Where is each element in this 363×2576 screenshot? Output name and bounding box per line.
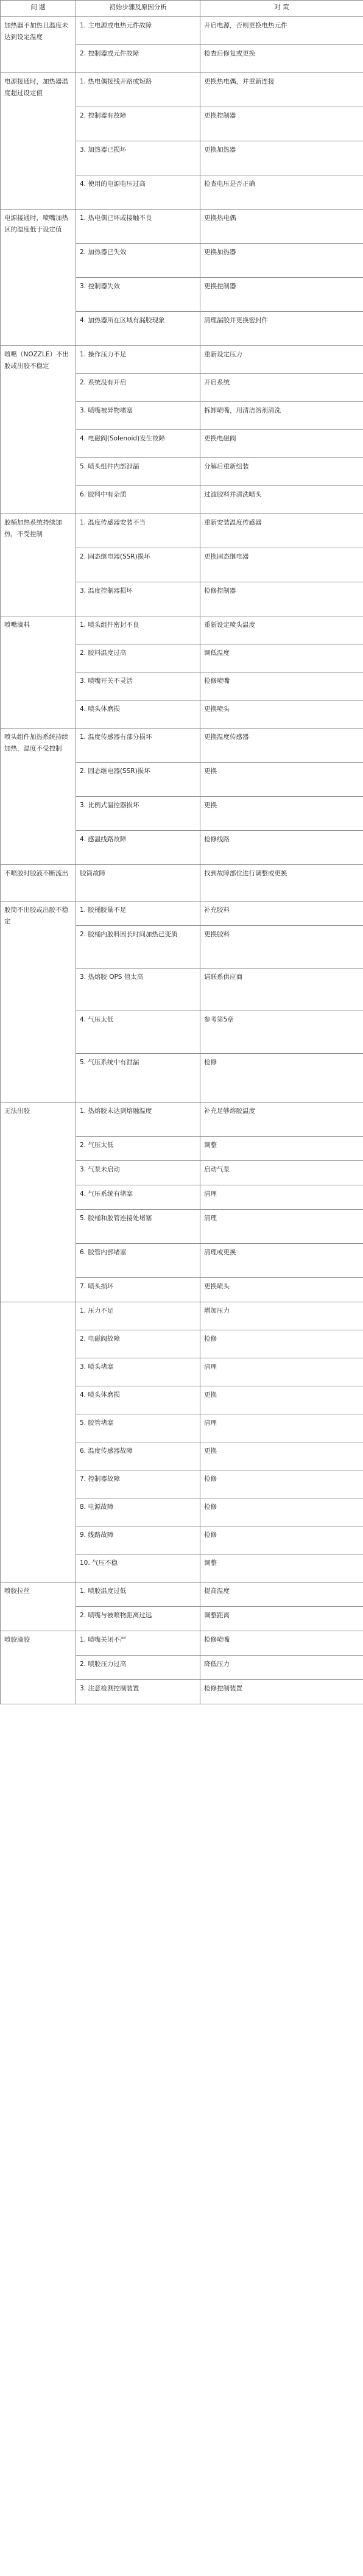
cause-cell: 1. 喷嘴关闭不严 <box>76 1631 200 1656</box>
action-cell: 更换加热器 <box>200 141 363 175</box>
table-header-row <box>1 1 363 17</box>
cause-cell: 1. 热电偶已坏或接触不良 <box>76 210 200 244</box>
cause-cell: 10. 气压不稳 <box>76 1554 200 1583</box>
problem-cell: 无法出胶 <box>1 1103 76 1302</box>
problem-cell: 不喷胶时胶液不断流出 <box>1 865 76 902</box>
action-cell: 检查后修复或更换 <box>200 45 363 73</box>
action-cell: 检查电压是否正确 <box>200 175 363 210</box>
cause-cell: 3. 气泵未启动 <box>76 1161 200 1185</box>
problem-cell: 电源接通时，加热器温度超过设定值 <box>1 73 76 210</box>
cause-cell: 3. 喷头堵塞 <box>76 1358 200 1386</box>
cause-cell: 3. 热熔胶 OPS 值太高 <box>76 969 200 1011</box>
cause-cell: 1. 喷头组件密封不良 <box>76 616 200 644</box>
action-cell: 更换控制器 <box>200 107 363 141</box>
cause-cell: 2. 喷嘴与被喷物距离过远 <box>76 1607 200 1631</box>
action-cell: 更换 <box>200 1386 363 1414</box>
action-cell: 更换胶料 <box>200 926 363 969</box>
action-cell: 调整 <box>200 1554 363 1583</box>
cause-cell: 3. 温度控制器损坏 <box>76 582 200 616</box>
cause-cell: 4. 使用的电源电压过高 <box>76 175 200 210</box>
table-row <box>1 1302 363 1330</box>
action-cell: 重新设定压力 <box>200 346 363 374</box>
cause-cell: 2. 气压太低 <box>76 1137 200 1161</box>
cause-cell: 3. 加热器已损坏 <box>76 141 200 175</box>
problem-cell: 喷嘴滴料 <box>1 616 76 729</box>
table-body <box>1 17 363 1704</box>
action-cell: 检修喷嘴 <box>200 1631 363 1656</box>
action-cell: 更换温度传感器 <box>200 729 363 763</box>
cause-cell: 6. 温度传感器故障 <box>76 1442 200 1470</box>
action-cell: 检修线路 <box>200 831 363 865</box>
header-action: 对 策 <box>200 1 363 17</box>
table-row <box>1 73 363 107</box>
action-cell: 分解后重新组装 <box>200 458 363 486</box>
cause-cell: 5. 胶管堵塞 <box>76 1414 200 1442</box>
action-cell: 检修 <box>200 1470 363 1498</box>
action-cell: 更换固态继电器 <box>200 548 363 582</box>
cause-cell: 1. 温度传感器安装不当 <box>76 514 200 548</box>
action-cell: 清理 <box>200 1185 363 1210</box>
action-cell: 补充胶料 <box>200 902 363 926</box>
cause-cell: 2. 电磁阀故障 <box>76 1330 200 1358</box>
action-cell: 调整 <box>200 1137 363 1161</box>
action-cell: 清理或更换 <box>200 1244 363 1278</box>
cause-cell: 2. 喷胶压力过高 <box>76 1656 200 1680</box>
action-cell: 检修 <box>200 1498 363 1526</box>
action-cell: 找到故障部位进行调整或更换 <box>200 865 363 902</box>
problem-cell: 喷胶拉丝 <box>1 1583 76 1631</box>
action-cell: 更换热电偶，并重新连接 <box>200 73 363 107</box>
action-cell: 检修控制装置 <box>200 1680 363 1704</box>
cause-cell: 4. 电磁阀(Solenoid)发生故障 <box>76 430 200 458</box>
cause-cell: 1. 主电源或电热元件故障 <box>76 17 200 45</box>
action-cell: 更换控制器 <box>200 278 363 312</box>
problem-cell: 电源接通时，喷嘴加热区的温度低于设定值 <box>1 210 76 346</box>
table-row <box>1 865 363 902</box>
action-cell: 更换 <box>200 797 363 831</box>
problem-cell: 胶桶加热系统持续加热，不受控制 <box>1 514 76 616</box>
cause-cell: 1. 热电偶接线开路或短路 <box>76 73 200 107</box>
cause-cell: 1. 喷胶温度过低 <box>76 1583 200 1607</box>
action-cell: 更换加热器 <box>200 244 363 278</box>
action-cell: 清理漏胶并更换密封件 <box>200 312 363 346</box>
table-row <box>1 902 363 926</box>
action-cell: 更换 <box>200 1442 363 1470</box>
cause-cell: 3. 喷嘴被异物堵塞 <box>76 402 200 430</box>
action-cell: 检修 <box>200 1526 363 1554</box>
action-cell: 开启系统 <box>200 374 363 402</box>
action-cell: 调低温度 <box>200 644 363 672</box>
cause-cell: 4. 喷头体磨损 <box>76 1386 200 1414</box>
cause-cell: 4. 气压系统有堵塞 <box>76 1185 200 1210</box>
cause-cell: 5. 喷头组件内部泄漏 <box>76 458 200 486</box>
cause-cell: 9. 线路故障 <box>76 1526 200 1554</box>
action-cell: 清理 <box>200 1414 363 1442</box>
cause-cell: 胶筒故障 <box>76 865 200 902</box>
action-cell: 启动气泵 <box>200 1161 363 1185</box>
action-cell: 降低压力 <box>200 1656 363 1680</box>
action-cell: 清理 <box>200 1210 363 1244</box>
cause-cell: 3. 注意检测控制装置 <box>76 1680 200 1704</box>
table-row <box>1 729 363 763</box>
problem-cell: 喷头组件加热系统持续加热，温度不受控制 <box>1 729 76 865</box>
action-cell: 更换 <box>200 763 363 797</box>
problem-cell <box>1 1302 76 1583</box>
cause-cell: 2. 控制器或元件故障 <box>76 45 200 73</box>
action-cell: 检修控制器 <box>200 582 363 616</box>
action-cell: 清理 <box>200 1358 363 1386</box>
cause-cell: 2. 胶料温度过高 <box>76 644 200 672</box>
cause-cell: 1. 胶桶胶量不足 <box>76 902 200 926</box>
table-row <box>1 616 363 644</box>
table-row <box>1 210 363 244</box>
cause-cell: 4. 加热器所在区域有漏胶现象 <box>76 312 200 346</box>
action-cell: 过滤胶料并清洗喷头 <box>200 486 363 514</box>
action-cell: 更换喷头 <box>200 700 363 729</box>
action-cell: 更换喷头 <box>200 1278 363 1302</box>
cause-cell: 2. 固态继电器(SSR)损坏 <box>76 548 200 582</box>
cause-cell: 7. 喷头损坏 <box>76 1278 200 1302</box>
cause-cell: 4. 感温线路故障 <box>76 831 200 865</box>
table-row <box>1 514 363 548</box>
cause-cell: 6. 胶料中有杂质 <box>76 486 200 514</box>
action-cell: 拆卸喷嘴，用清洁溶剂清洗 <box>200 402 363 430</box>
action-cell: 重新安装温度传感器 <box>200 514 363 548</box>
table-row <box>1 1103 363 1137</box>
header-problem: 问 题 <box>1 1 76 17</box>
action-cell: 提高温度 <box>200 1583 363 1607</box>
action-cell: 请联系供应商 <box>200 969 363 1011</box>
cause-cell: 1. 热熔胶未达到熔融温度 <box>76 1103 200 1137</box>
action-cell: 检修喷嘴 <box>200 672 363 700</box>
table-row <box>1 346 363 374</box>
action-cell: 补充足够熔胶温度 <box>200 1103 363 1137</box>
cause-cell: 2. 加热器已失效 <box>76 244 200 278</box>
action-cell: 增加压力 <box>200 1302 363 1330</box>
cause-cell: 4. 喷头体磨损 <box>76 700 200 729</box>
problem-cell: 胶筒不出胶或出胶不稳定 <box>1 902 76 1103</box>
action-cell: 参考第5章 <box>200 1011 363 1054</box>
action-cell: 开启电源，否则更换电热元件 <box>200 17 363 45</box>
problem-cell: 喷胶滴胶 <box>1 1631 76 1704</box>
table-row <box>1 1631 363 1656</box>
cause-cell: 2. 胶桶内胶料因长时间加热已变质 <box>76 926 200 969</box>
cause-cell: 3. 控制器失效 <box>76 278 200 312</box>
cause-cell: 2. 系统没有开启 <box>76 374 200 402</box>
problem-cell: 加热器不加热且温度未达到设定温度 <box>1 17 76 73</box>
action-cell: 调整距离 <box>200 1607 363 1631</box>
cause-cell: 2. 固态继电器(SSR)损坏 <box>76 763 200 797</box>
table-row <box>1 1583 363 1607</box>
cause-cell: 3. 比例式温控器损坏 <box>76 797 200 831</box>
problem-cell: 喷嘴（NOZZLE）不出胶或出胶不稳定 <box>1 346 76 514</box>
cause-cell: 6. 胶管内部堵塞 <box>76 1244 200 1278</box>
action-cell: 更换热电偶 <box>200 210 363 244</box>
cause-cell: 5. 气压系统中有泄漏 <box>76 1054 200 1103</box>
cause-cell: 2. 控制器有故障 <box>76 107 200 141</box>
cause-cell: 1. 操作压力不足 <box>76 346 200 374</box>
table-row <box>1 17 363 45</box>
cause-cell: 1. 温度传感器有部分损坏 <box>76 729 200 763</box>
action-cell: 检修 <box>200 1054 363 1103</box>
action-cell: 检修 <box>200 1330 363 1358</box>
cause-cell: 3. 喷嘴开关不灵活 <box>76 672 200 700</box>
cause-cell: 7. 控制器故障 <box>76 1470 200 1498</box>
cause-cell: 8. 电源故障 <box>76 1498 200 1526</box>
action-cell: 重新设定喷头温度 <box>200 616 363 644</box>
cause-cell: 1. 压力不足 <box>76 1302 200 1330</box>
header-cause: 初始步骤及原因分析 <box>76 1 200 17</box>
cause-cell: 4. 气压太低 <box>76 1011 200 1054</box>
action-cell: 更换电磁阀 <box>200 430 363 458</box>
cause-cell: 5. 胶桶和胶管连接处堵塞 <box>76 1210 200 1244</box>
